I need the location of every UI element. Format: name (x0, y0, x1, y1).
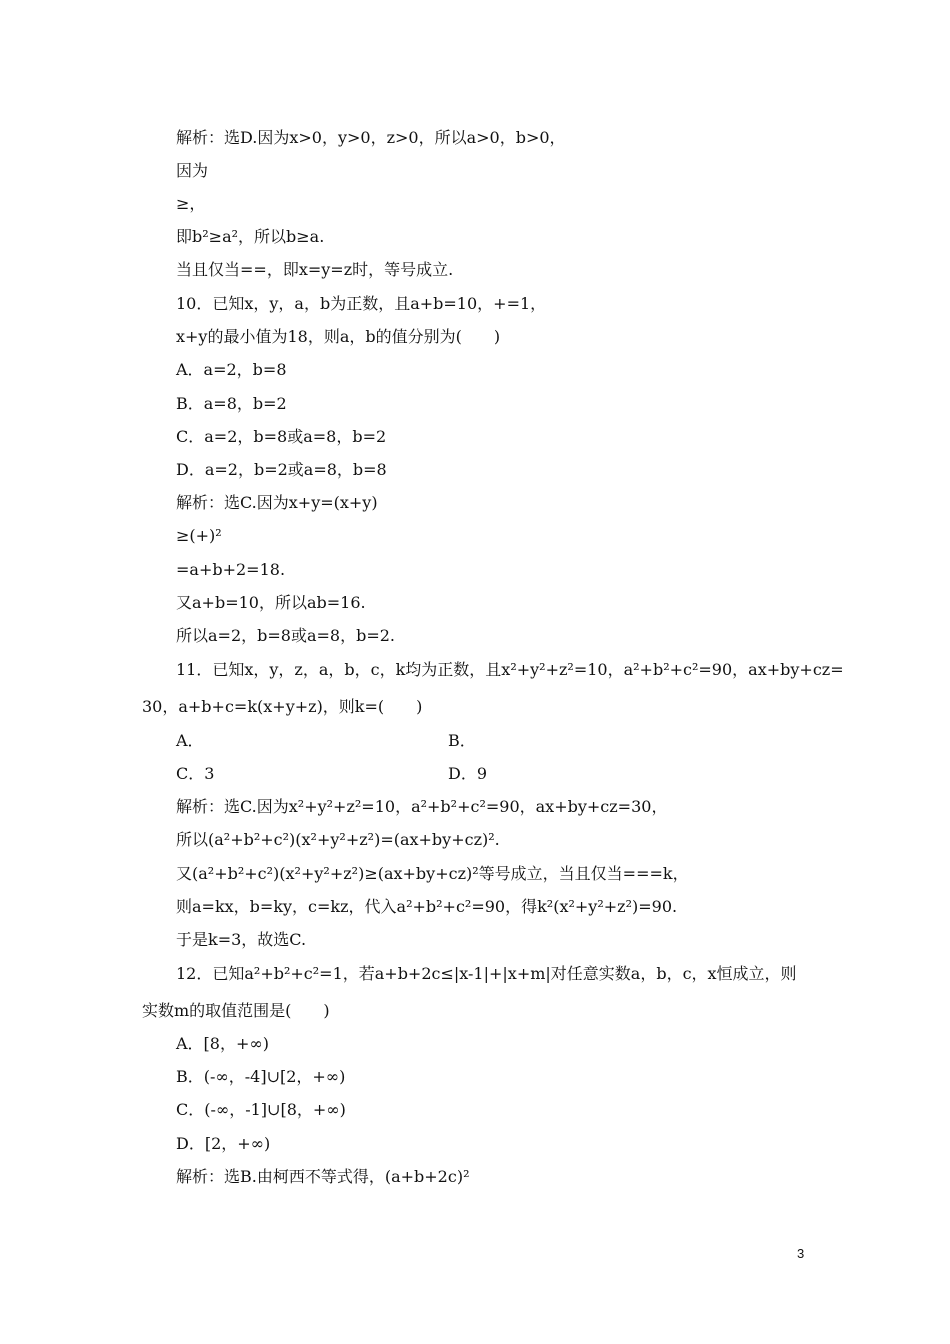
question-12-option-d: D．[2，+∞) (176, 1134, 271, 1153)
question-12-option-b: B．(-∞，-4]∪[2，+∞) (176, 1067, 346, 1086)
question-10-option-c: C．a=2，b=8或a=8，b=2 (176, 427, 387, 446)
solution-9-line-4: 即b²≥a²，所以b≥a. (176, 227, 325, 246)
solution-10-line-5: 所以a=2，b=8或a=8，b=2. (176, 626, 395, 645)
solution-10-line-2: ≥(+)² (176, 526, 222, 545)
question-11-option-c: C．3 (176, 764, 215, 783)
question-10-stem: 10．已知x，y，a，b为正数，且a+b=10，+=1， (176, 294, 547, 313)
solution-9-line-5: 当且仅当==，即x=y=z时，等号成立. (176, 260, 454, 279)
question-12-stem-cont: 实数m的取值范围是( ) (142, 1001, 330, 1020)
question-12-stem: 12．已知a²+b²+c²=1，若a+b+2c≤|x-1|+|x+m|对任意实数a，b，c，x恒成立，则 (176, 964, 797, 983)
solution-10-line-4: 又a+b=10，所以ab=16. (176, 593, 366, 612)
page-number: 3 (797, 1246, 805, 1261)
question-10-stem-cont: x+y的最小值为18，则a，b的值分别为( ) (176, 327, 501, 346)
question-11-option-d: D．9 (448, 764, 488, 783)
question-12-option-c: C．(-∞，-1]∪[8，+∞) (176, 1100, 346, 1119)
solution-9-line-2: 因为 (176, 161, 209, 180)
question-11-stem: 11．已知x，y，z，a，b，c，k均为正数，且x²+y²+z²=10，a²+b²+c²=90，ax+by+cz= (176, 660, 844, 679)
question-12-option-a: A．[8，+∞) (176, 1034, 269, 1053)
solution-9-line-3: ≥， (176, 194, 206, 213)
solution-9-line-1: 解析：选D.因为x>0，y>0，z>0，所以a>0，b>0， (176, 128, 566, 147)
solution-11-line-2: 所以(a²+b²+c²)(x²+y²+z²)=(ax+by+cz)². (176, 830, 500, 849)
solution-12-line-1: 解析：选B.由柯西不等式得，(a+b+2c)² (176, 1167, 470, 1186)
question-10-option-b: B．a=8，b=2 (176, 394, 287, 413)
question-11-option-a: A． (176, 731, 204, 750)
solution-10-line-3: =a+b+2=18. (176, 560, 286, 579)
solution-10-line-1: 解析：选C.因为x+y=(x+y) (176, 493, 378, 512)
solution-11-line-5: 于是k=3，故选C. (176, 930, 307, 949)
solution-11-line-1: 解析：选C.因为x²+y²+z²=10，a²+b²+c²=90，ax+by+cz=30， (176, 797, 668, 816)
solution-11-line-3: 又(a²+b²+c²)(x²+y²+z²)≥(ax+by+cz)²等号成立，当且仅当===k， (176, 864, 689, 883)
solution-11-line-4: 则a=kx，b=ky，c=kz，代入a²+b²+c²=90，得k²(x²+y²+z²)=90. (176, 897, 678, 916)
question-10-option-d: D．a=2，b=2或a=8，b=8 (176, 460, 387, 479)
question-11-stem-cont: 30，a+b+c=k(x+y+z)，则k=( ) (142, 697, 423, 716)
question-11-option-b: B． (448, 731, 476, 750)
question-10-option-a: A．a=2，b=8 (176, 360, 287, 379)
